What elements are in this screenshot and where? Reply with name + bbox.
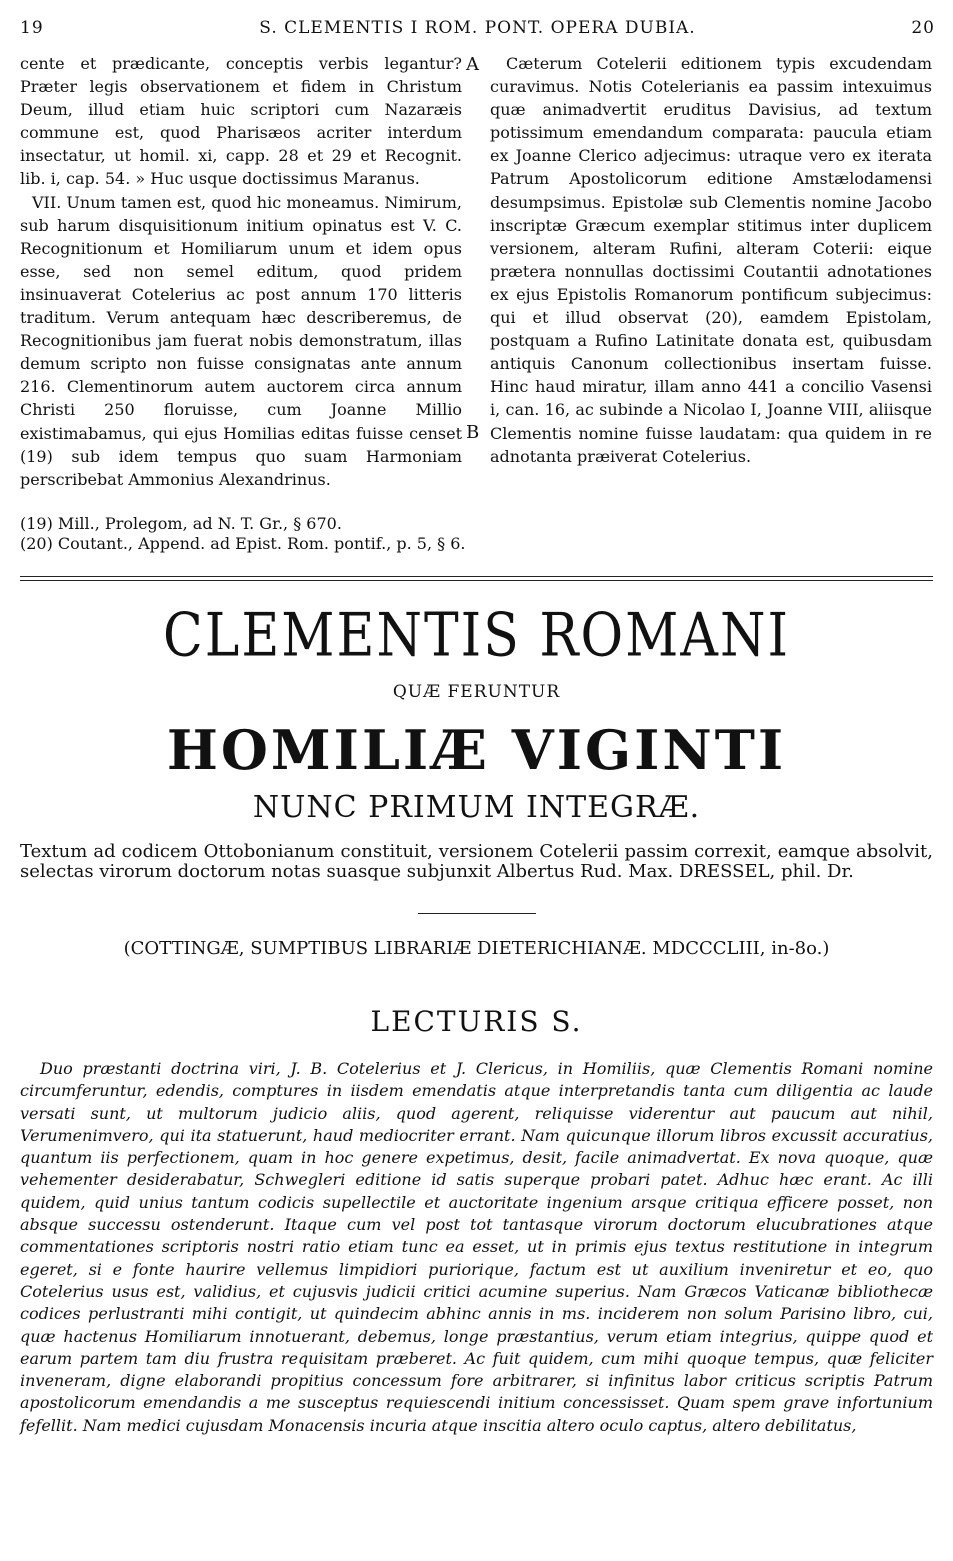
running-title: S. CLEMENTIS I ROM. PONT. OPERA DUBIA. — [259, 18, 696, 38]
column-marker-a: A — [466, 54, 479, 75]
column-marker-b: B — [466, 422, 480, 443]
short-rule — [418, 913, 536, 914]
footnotes — [20, 514, 466, 554]
left-paragraph-2: VII. Unum tamen est, quod hic moneamus. Nimirum, sub harum disquisitionum initium opinatus est V. C. Recognitionum et Homiliarum unum et idem opus esse, sed non semel editum, quod pridem insinuaverat Cotelerius ac post annum 170 litteris traditum. Verum antequam hæc describeremus, de Recognitionibus jam fuerat nobis demonstratum, illas demum scripto non fuisse consignatas ante annum 216. Clementinorum autem auctorem circa annum Christi 250 floruisse, cum Joanne Millio existimabamus, qui ejus Homilias editas fuisse censet (19) sub idem tempus quo suam Harmoniam perscribebat Ammonius Alexandrinus. — [20, 192, 462, 489]
right-paragraph-1: Cæterum Cotelerii editionem typis excudendam curavimus. Notis Cotelerianis ea passim intexuimus quæ animadvertit eruditus Davisius, ad textum potissimum emendandum comparata: paucula etiam ex Joanne Clerico adjecimus: utraque vero ex iterata Patrum Apostolicorum editione Amstælodamensi desumpsimus. Epistolæ sub Clementis nomine Jacobo inscriptæ Græcum exemplar stitimus inter duplicem versionem, alteram Rufini, alteram Coterii: eique prætera nonnullas doctissimi Coutantii adnotationes ex ejus Epistolis Romanorum pontificum subjecimus: qui et illud observat (20), eamdem Epistolam, postquam a Rufino Latinitate donata est, quibusdam antiquis Canonum collectionibus insertam fuisse. Hinc haud miratur, illam anno 441 a concilio Vasensi i, can. 16, ac subinde a Nicolao I, Joanne VIII, aliisque Clementis nomine fuisse laudatam: qua quidem in re adnotanta præiverat Cotelerius. — [490, 54, 932, 466]
title-line-4: NUNC PRIMUM INTEGRÆ. — [252, 790, 701, 825]
footnote-20: (20) Coutant., Append. ad Epist. Rom. pontif., p. 5, § 6. — [20, 534, 466, 553]
preface-body: Duo præstanti doctrina viri, J. B. Cotelerius et J. Clericus, in Homiliis, quæ Clementis Romani nomine circumferuntur, edendis, comptures in iisdem emendatis atque interpretandis tanta cum diligentia ac laude versati sunt, ut multorum judicio aliis, quod agerent, reliquisse viderentur aut paucum aut nihil, Verumenimvero, qui ita statuerunt, haud mediocriter errant. Nam quicunque illorum libros excussit accuratius, quantum iis perfectionem, quam in hoc genere expetimus, desit, facile animadvertat. Ex nova quoque, quæ vehementer desiderabatur, Schwegleri editione id satis superque probari patet. Adhuc hæc erant. Ac illi quidem, quid unius tantum codicis supellectile et auctoritate ingenium arsque critiqua efficere posset, non absque successu ostenderunt. Itaque cum vel post tot tantasque virorum doctorum elucubrationes atque commentationes scriptoris nostri ratio etiam tunc ea esset, ut in primis ejus textus restitutione in integrum egeret, si e fonte haurire vellemus limpidiori puriorique, factum est ut auxilium inveniretur et eo, quo Cotelerius usus est, validius, et cujusvis judicii critici acumine superius. Nam Græcos Vaticanæ bibliothecæ codices perlustranti mihi contigit, ut quindecim abhinc annis in ms. inciderem non solum Parisino libro, cui, quæ hactenus Homiliarum innotuerant, debemus, longe præstantius, verum etiam integrius, quippe quod et earum partem tam diu frustra requisitam præberet. Ac fuit quidem, cum mihi quoque tempus, quæ feliciter inveneram, digne elaborandi propitius concessum fore arbitrarer, si infinitus labor criticus scriptis Patrum apostolicorum emendandis a me susceptus requiescendi initium concessisset. Quam spem grave infortunium fefellit. Nam medici cujusdam Monacensis incuria atque inscitia altero oculo captus, altero debilitatus, — [20, 1059, 933, 1435]
footnote-19: (19) Mill., Prolegom, ad N. T. Gr., § 670. — [20, 514, 342, 533]
right-column — [490, 52, 932, 468]
section-heading: LECTURIS S. — [370, 1005, 583, 1038]
section-divider-bottom — [20, 580, 933, 581]
title-line-1: CLEMENTIS ROMANI — [163, 601, 790, 671]
page-number-left: 19 — [20, 18, 44, 38]
title-line-2: QUÆ FERUNTUR — [392, 682, 561, 702]
section-divider-top — [20, 576, 933, 577]
page-number-right: 20 — [911, 18, 935, 38]
imprint: (COTTINGÆ, SUMPTIBUS LIBRARIÆ DIETERICHIANÆ. MDCCCLIII, in-8o.) — [123, 938, 830, 959]
edition-description: Textum ad codicem Ottobonianum constituit, versionem Cotelerii passim correxit, eamque absolvit, selectas virorum doctorum notas suasque subjunxit Albertus Rud. Max. DRESSEL, phil. Dr. — [20, 841, 933, 882]
left-paragraph-1: cente et prædicante, conceptis verbis legantur? Præter legis observationem et fidem in Christum Deum, illud etiam huic scriptori cum Nazaræis commune est, quod Pharisæos acriter interdum insectatur, ut homil. xi, capp. 28 et 29 et Recognit. lib. i, cap. 54. » Huc usque doctissimus Maranus. — [20, 54, 462, 189]
left-column — [20, 52, 462, 491]
running-header — [20, 18, 935, 42]
title-line-3: HOMILIÆ VIGINTI — [166, 718, 787, 782]
